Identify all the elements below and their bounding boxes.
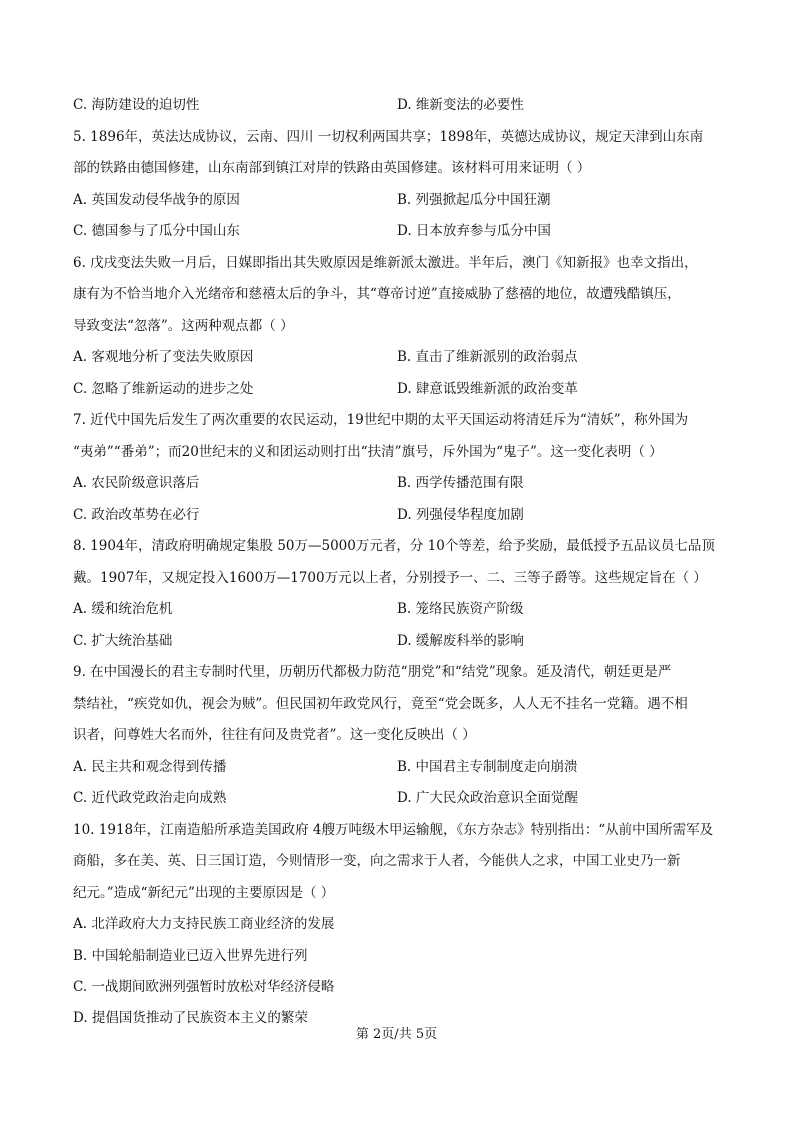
text-line: C. 一战期间欧洲列强暂时放松对华经济侵略 (73, 979, 335, 995)
answer-option: D. 列强侵华程度加剧 (397, 507, 524, 523)
text-line: 导致变法“忽落”。这两种观点都（ ） (73, 318, 294, 334)
answer-option: A. 农民阶级意识落后 (73, 475, 200, 491)
answer-option: D. 维新变法的必要性 (397, 97, 524, 113)
page-footer: 第 2页/共 5页 (355, 1027, 438, 1042)
answer-option: B. 西学传播范围有限 (397, 475, 524, 491)
answer-option: C. 近代政党政治走向成熟 (73, 790, 227, 806)
answer-option: D. 广大民众政治意识全面觉醒 (397, 790, 578, 806)
text-line: 识者，问尊姓大名而外，往往有问及贵党者”。这一变化反映出（ ） (73, 727, 476, 743)
answer-option: B. 中国君主专制制度走向崩溃 (397, 759, 578, 775)
text-line: 康有为不恰当地介入光绪帝和慈禧太后的争斗，其“尊帝讨逆”直接威胁了慈禧的地位，故遭残酷镇压， (73, 286, 681, 302)
answer-option: A. 民主共和观念得到传播 (73, 759, 227, 775)
answer-option: C. 海防建设的迫切性 (73, 97, 200, 113)
answer-option: A. 客观地分析了变法失败原因 (73, 349, 254, 365)
text-line: 5. 1896年，英法达成协议，云南、四川 一切权利两国共享；1898年，英德达成协议，规定天津到山东南 (73, 129, 704, 145)
answer-option: C. 政治改革势在必行 (73, 507, 200, 523)
answer-option: B. 列强掀起瓜分中国狂潮 (397, 192, 551, 208)
answer-option: D. 日本放弃参与瓜分中国 (397, 223, 551, 239)
answer-option: C. 德国参与了瓜分中国山东 (73, 223, 240, 239)
text-line: 禁结社，“疾党如仇，视会为贼”。但民国初年政党风行，竟至“党会既多，人人无不挂名一党籍。遇不相 (73, 696, 688, 712)
answer-option: C. 扩大统治基础 (73, 633, 173, 649)
text-line: “夷弟”“番弟”；而20世纪末的义和团运动则打出“扶清”旗号，斥外国为“鬼子”。这一变化表明（ ） (73, 444, 663, 460)
answer-option: B. 笼络民族资产阶级 (397, 601, 524, 617)
answer-option: D. 肆意诋毁维新派的政治变革 (397, 381, 578, 397)
answer-option: A. 缓和统治危机 (73, 601, 173, 617)
text-line: 10. 1918年，江南造船所承造美国政府 4艘万吨级木甲运输舰，《东方杂志》特别指出：“从前中国所需军及 (73, 822, 714, 838)
answer-option: C. 忽略了维新运动的进步之处 (73, 381, 254, 397)
text-line: 部的铁路由德国修建，山东南部到镇江对岸的铁路由英国修建。该材料可用来证明（ ） (73, 160, 591, 176)
text-line: 商船，多在美、英、日三国订造，今则情形一变，向之需求于人者，今能供人之求，中国工业史乃一新 (73, 853, 681, 869)
text-line: 8. 1904年，清政府明确规定集股 50万—5000万元者，分 10个等差，给予奖励，最低授予五品议员七品顶 (73, 538, 715, 554)
text-line: A. 北洋政府大力支持民族工商业经济的发展 (73, 916, 335, 932)
text-line: B. 中国轮船制造业已迈入世界先进行列 (73, 948, 308, 964)
text-line: D. 提倡国货推动了民族资本主义的繁荣 (73, 1010, 308, 1026)
answer-option: B. 直击了维新派别的政治弱点 (397, 349, 578, 365)
text-line: 9. 在中国漫长的君主专制时代里，历朝历代都极力防范“朋党”和“结党”现象。延及清代，朝廷更是严 (73, 664, 672, 680)
text-line: 6. 戊戌变法失败一月后，日媒即指出其失败原因是维新派太激进。半年后，澳门《知新报》也幸文指出， (73, 255, 698, 271)
text-line: 纪元。”造成“新纪元”出现的主要原因是（ ） (73, 885, 335, 901)
text-line: 戴。1907年，又规定投入1600万—1700万元以上者，分别授予一、二、三等子爵等。这些规定旨在（ ） (73, 570, 707, 586)
answer-option: D. 缓解废科举的影响 (397, 633, 524, 649)
answer-option: A. 英国发动侵华战争的原因 (73, 192, 240, 208)
text-line: 7. 近代中国先后发生了两次重要的农民运动，19世纪中期的太平天国运动将清廷斥为“清妖”，称外国为 (73, 412, 689, 428)
